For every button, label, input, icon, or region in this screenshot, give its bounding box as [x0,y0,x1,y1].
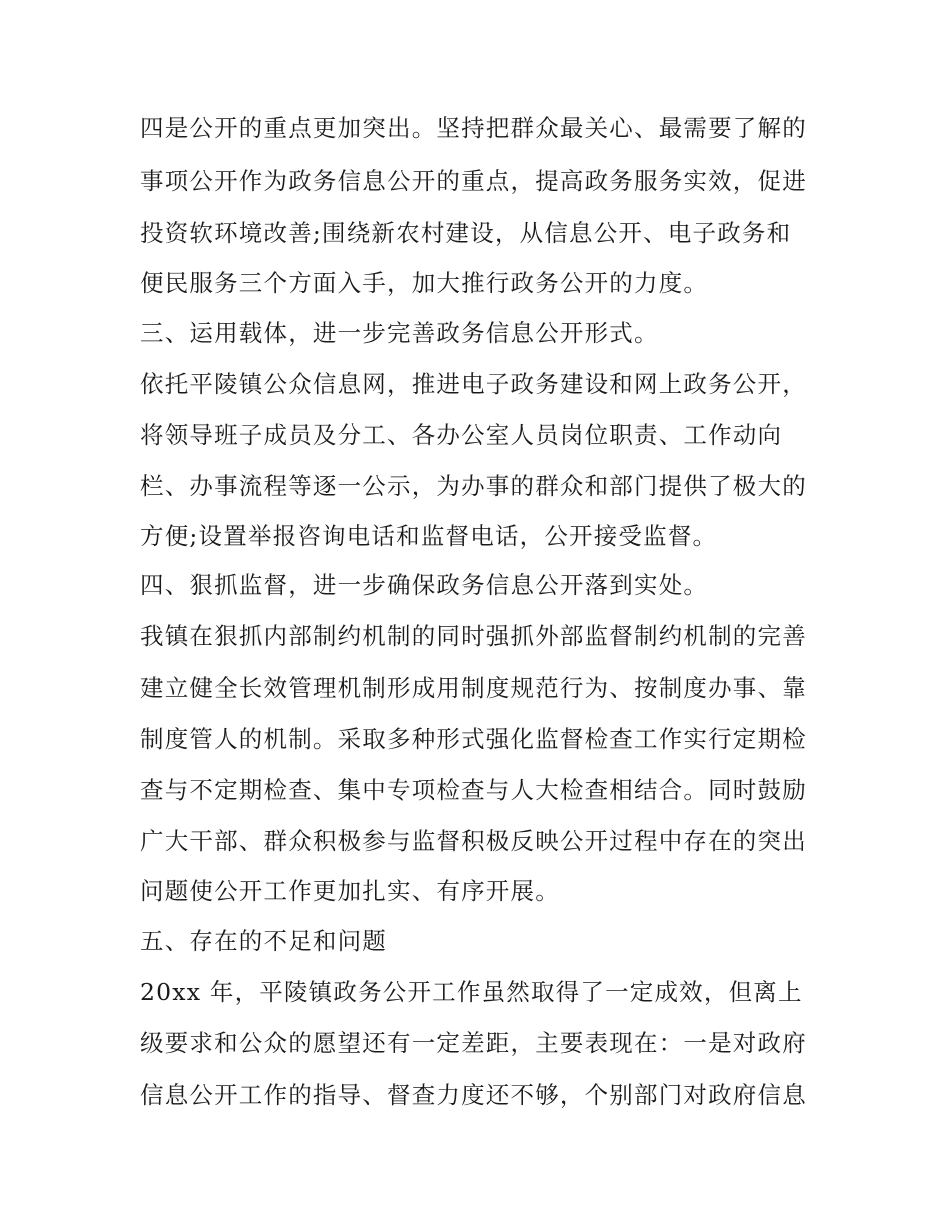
text-line: 方便;设置举报咨询电话和监督电话，公开接受监督。 [140,522,718,550]
section-heading: 五、存在的不足和问题 [140,927,387,955]
text-line: 信息公开工作的指导、督查力度还不够，个别部门对政府信息 [140,1081,807,1109]
text-line: 将领导班子成员及分工、各办公室人员岗位职责、工作动向 [140,421,783,449]
text-line: 广大干部、群众积极参与监督积极反映公开过程中存在的突出 [140,827,807,855]
text-line: 便民服务三个方面入手，加大推行政务公开的力度。 [140,269,709,297]
section-heading: 四、狠抓监督，进一步确保政务信息公开落到实处。 [140,571,709,599]
text-line: 查与不定期检查、集中专项检查与人大检查相结合。同时鼓励 [140,776,807,804]
text-line: 四是公开的重点更加突出。坚持把群众最关心、最需要了解的 [140,114,807,142]
text-line: 投资软环境改善;围绕新农村建设，从信息公开、电子政务和 [140,219,792,247]
text-line: 我镇在狠抓内部制约机制的同时强抓外部监督制约机制的完善 [140,622,807,650]
text-line: 建立健全长效管理机制形成用制度规范行为、按制度办事、靠 [140,674,807,702]
section-heading: 三、运用载体，进一步完善政务信息公开形式。 [140,319,659,347]
text-line: 问题使公开工作更加扎实、有序开展。 [140,877,560,905]
text-line: 栏、办事流程等逐一公示，为办事的群众和部门提供了极大的 [140,472,807,500]
text-line: 依托平陵镇公众信息网，推进电子政务建设和网上政务公开， [140,370,807,398]
text-line: 制度管人的机制。采取多种形式强化监督检查工作实行定期检 [140,725,807,753]
text-line: 20xx 年，平陵镇政务公开工作虽然取得了一定成效，但离上 [140,978,803,1006]
text-line: 事项公开作为政务信息公开的重点，提高政务服务实效，促进 [140,167,807,195]
text-line: 级要求和公众的愿望还有一定差距，主要表现在：一是对政府 [140,1029,807,1057]
